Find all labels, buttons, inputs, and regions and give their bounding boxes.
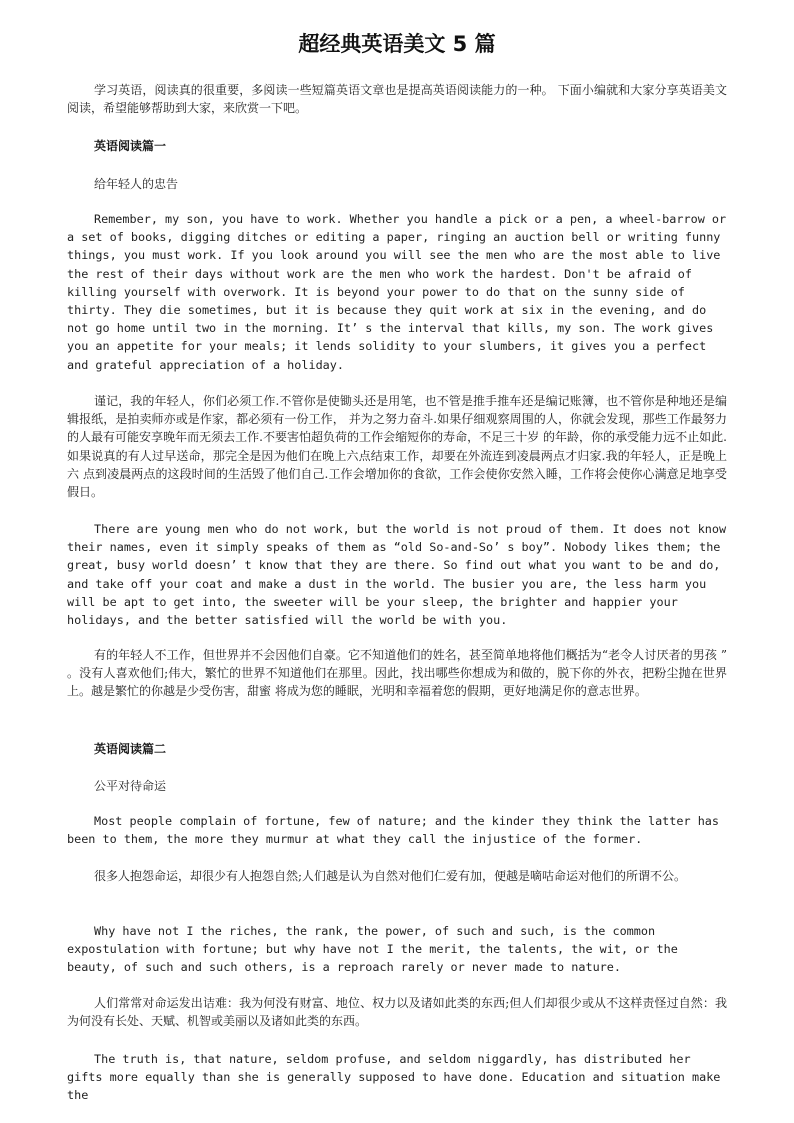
section1-paragraph1-en: Remember, my son, you have to work. Whether you handle a pick or a pen, a wheel-barrow or a set of books, digging ditches or editing a paper, ringing an auction bell or writing funny things, you must work. If you look around you will see the men who are the most able to live the rest of their days without work are the men who work the hardest. Don't be afraid of killing yourself with overwork. It is beyond your power to do that on the sunny side of thirty. They die sometimes, but it is because they quit work at six in the evening, and do not go home until two in the morning. It’ s the interval that kills, my son. The work gives you an appetite for your meals; it lends solidity to your slumbers, it gives you a perfect and grateful appreciation of a holiday. — [67, 212, 727, 372]
intro-paragraph: 学习英语，阅读真的很重要，多阅读一些短篇英语文章也是提高英语阅读能力的一种。 下面小编就和大家分享英语美文阅读，希望能够帮助到大家，来欣赏一下吧。 — [67, 83, 727, 116]
section1-paragraph2-en: There are young men who do not work, but the world is not proud of them. It does not know their names, even it simply speaks of them as “old So-and-So’ s boy”. Nobody likes them; the great, busy world doesn’ t know that they are there. So find out what you want to be and do, and take off your coat and make a dust in the world. The busier you are, the less harm you will be apt to get into, the sweeter will be your sleep, the brighter and happier your holidays, and the better satisfied will the world be with you. — [67, 522, 727, 628]
section1-subtitle: 给年轻人的忠告 — [94, 177, 179, 191]
section2-paragraph2-en: Why have not I the riches, the rank, the power, of such and such, is the common expostulation with fortune; but why have not I the merit, the talents, the wit, or the beauty, of such and such others, is a reproach rarely or never made to nature. — [67, 924, 678, 975]
section1-paragraph1-zh: 谨记，我的年轻人，你们必须工作.不管你是使锄头还是用笔，也不管是推手推车还是编记账簿，也不管你是种地还是编辑报纸，是拍卖师亦或是作家，都必须有一份工作， 并为之努力奋斗.如果仔细观察周围的人，你就会发现，那些工作最努力的人最有可能安享晚年而无须去工作.不要害怕超负荷的工作会缩短你的寿命，不足三十岁 的年龄，你的承受能力远不止如此.如果说真的有人过早送命，那完全是因为他们在晚上六点结束工作，却要在外流连到凌晨两点才归家.我的年轻人，正是晚上六 点到凌晨两点的这段时间的生活毁了他们自己.工作会增加你的食欲，工作会使你安然入睡，工作将会使你心满意足地享受假日。 — [67, 394, 727, 500]
section2-heading: 英语阅读篇二 — [94, 742, 167, 756]
section2-paragraph1-zh: 很多人抱怨命运，却很少有人抱怨自然;人们越是认为自然对他们仁爱有加，便越是嘀咕命运对他们的所谓不公。 — [94, 869, 687, 883]
section1-paragraph2-zh: 有的年轻人不工作，但世界并不会因他们自豪。它不知道他们的姓名，甚至简单地将他们概括为“老令人讨厌者的男孩 ” 。没有人喜欢他们;伟大，繁忙的世界不知道他们在那里。因此，找出哪些你想成为和做的，脱下你的外衣，把粉尘抛在世界上。越是繁忙的你越是少受伤害，甜蜜 将成为您的睡眠，光明和幸福着您的假期，更好地满足你的意志世界。 — [67, 648, 727, 699]
section2-paragraph1-en: Most people complain of fortune, few of nature; and the kinder they think the latter has been to them, the more they murmur at what they call the injustice of the former. — [67, 814, 720, 847]
section2-subtitle: 公平对待命运 — [94, 779, 167, 793]
section1-heading: 英语阅读篇一 — [94, 139, 167, 153]
page-title: 超经典英语美文 5 篇 — [298, 32, 496, 56]
section2-paragraph2-zh: 人们常常对命运发出诘难：我为何没有财富、地位、权力以及诸如此类的东西;但人们却很少或从不这样责怪过自然：我为何没有长处、天赋、机智或美丽以及诸如此类的东西。 — [67, 996, 727, 1029]
section2-paragraph3-en: The truth is, that nature, seldom profuse, and seldom niggardly, has distributed her gifts more equally than she is generally supposed to have done. Education and situation make the — [67, 1052, 721, 1103]
